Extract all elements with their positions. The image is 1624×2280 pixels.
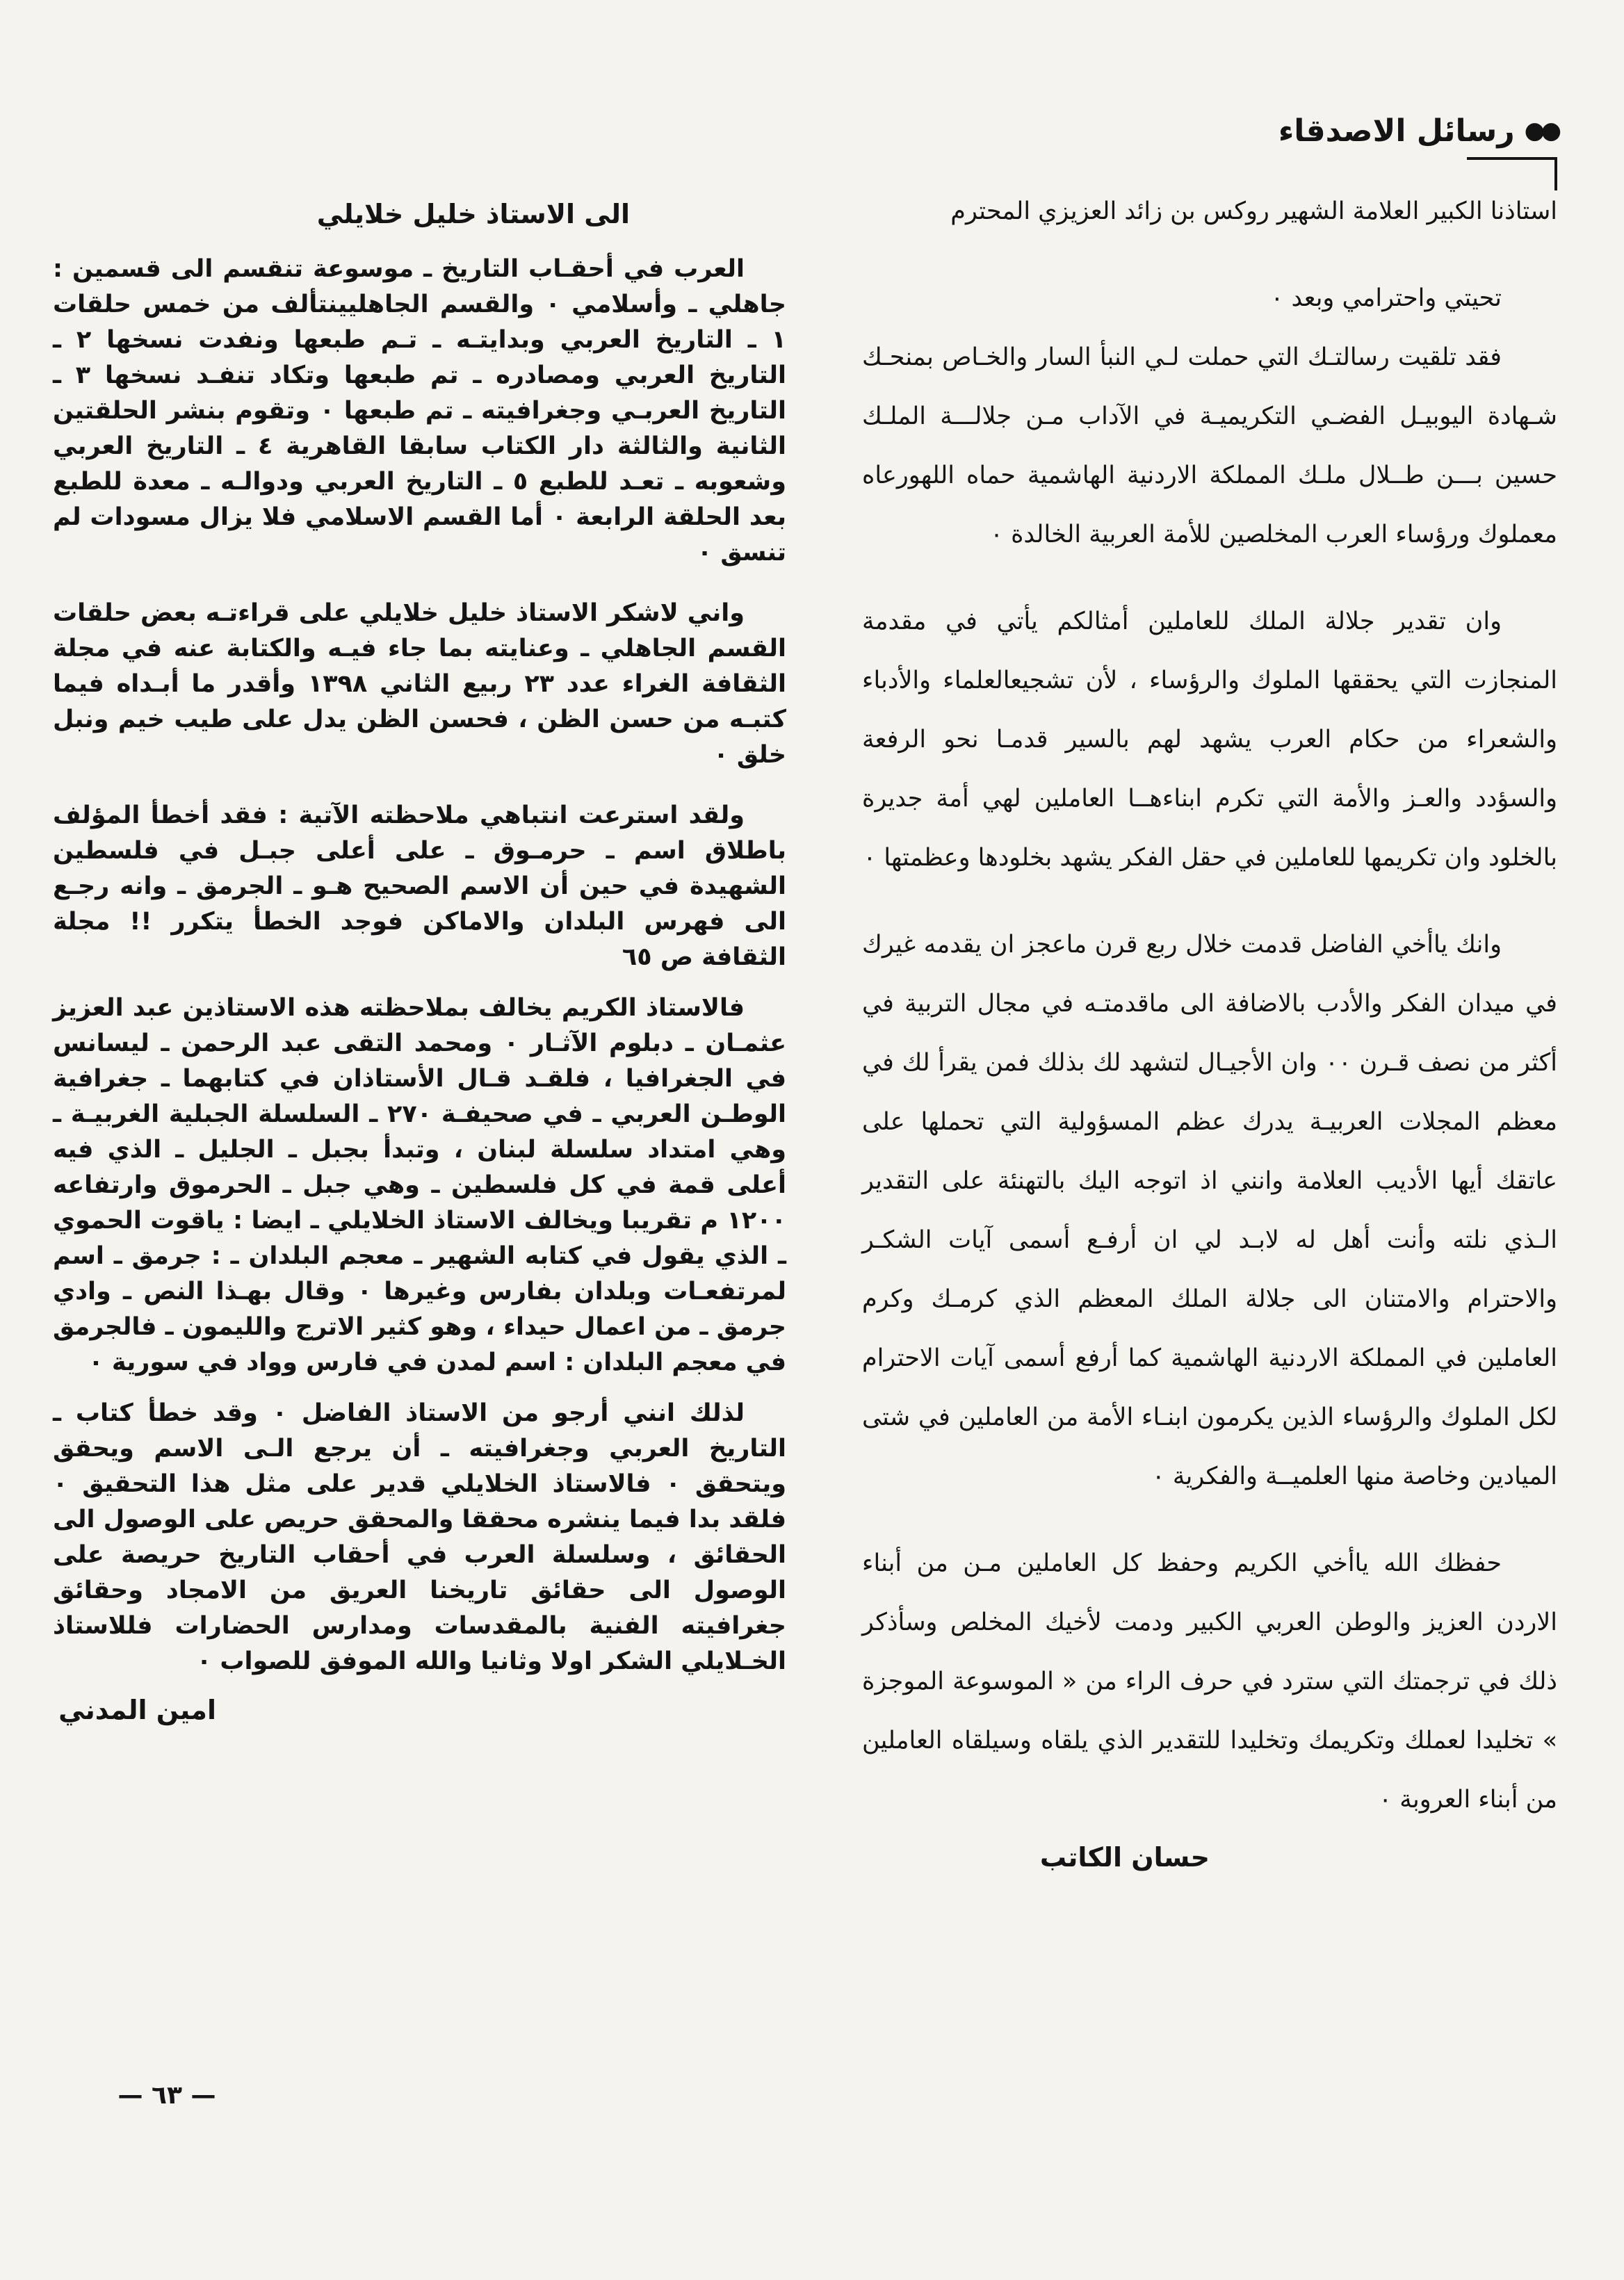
section-title: رسائل الاصدقاء xyxy=(1278,113,1515,149)
left-letter-column xyxy=(53,182,786,1738)
right-letter-paragraph-3: وانك ياأخي الفاضل قدمت خلال ربع قرن ماعجز ان يقدمه غيرك في ميدان الفكر والأدب بالاضافة الى ماقدمتـه في مجال التربية في أكثر من نصف قـرن ٠٠ وان الأجيـال لتشهد لك بذلك فمن يقرأ لك في معظم المجلات العربيـة يدرك عظم المسؤولية التي تحملها على عاتقك أيها الأديب العلامة وانني اذ اتوجه اليك بالتهنئة على التقدير الـذي نلته وأنت أهل له لابـد لي ان أرفـع أسمى آيات الشكـر والاحترام والامتنان الى جلالة الملك المعظم الذي كرمـك وكرم العاملين في المملكة الاردنية الهاشمية كما أرفع أسمى آيات الاحترام لكل الملوك والرؤساء الذين يكرمون ابنـاء الأمة من العاملين في شتى الميادين وخاصة منها العلميــة والفكرية ٠ xyxy=(862,931,1558,1490)
left-letter-paragraph-1: العرب في أحقـاب التاريخ ـ موسوعة تنقسم الى قسمين : جاهلي ـ وأسلامي ٠ والقسم الجاهليينتألف من خمس حلقات ١ ـ التاريخ العربي وبدايتـه ـ تـم طبعها ونفدت نسخها ٢ ـ التاريخ العربي ومصادره ـ تم طبعها وتكاد تنفـد نسخها ٣ ـ التاريخ العربـي وجغرافيته ـ تم طبعها ٠ وتقوم بنشر الحلقتين الثانية والثالثة دار الكتاب سابقا القاهرية ٤ ـ التاريخ العربي وشعوبه ـ تعـد للطبع ٥ ـ التاريخ العربي ودوالـه ـ معدة للطبع بعد الحلقة الرابعة ٠ أما القسم الاسلامي فلا يزال مسودات لم تنسق ٠ xyxy=(53,255,786,567)
left-letter-paragraph-4: فالاستاذ الكريم يخالف بملاحظته هذه الاستاذين عبد العزيز عثمـان ـ دبلوم الآثـار ٠ ومحمد التقى عبد الرحمن ـ ليسانس في الجغرافيا ، فلقـد قـال الأستاذان في كتابهما ـ جغرافية الوطـن العربي ـ في صحيفـة ٢٧٠ ـ السلسلة الجبلية الغربيـة ـ وهي امتداد سلسلة لبنان ، وتبدأ بجبل ـ الجليل ـ الذي فيه أعلى قمة في كل فلسطين ـ وهي جبل ـ الحرموق وارتفاعه ١٢٠٠ م تقريبا ويخالف الاستاذ الخلايلي ـ ايضا : ياقوت الحموي ـ الذي يقول في كتابه الشهير ـ معجم البلدان ـ : جرمق ـ اسم لمرتفعـات وبلدان بفارس وغيرها ٠ وقال بهـذا النص ـ وادي جرمق ـ من اعمال حيداء ، وهو كثير الاترج والليمون ـ فالجرمق في معجم البلدان : اسم لمدن في فارس وواد في سورية ٠ xyxy=(53,994,786,1376)
right-letter-paragraph-4: حفظك الله ياأخي الكريم وحفظ كل العاملين مـن من أبناء الاردن العزيز والوطن العربي الكبير ودمت لأخيك المخلص وسأذكر ذلك في ترجمتك التي سترد في حرف الراء من « الموسوعة الموجزة » تخليدا لعملك وتكريمك وتخليدا للتقدير الذي يلقاه وسيلقاه العاملين من أبناء العروبة ٠ xyxy=(862,1549,1557,1814)
section-header xyxy=(1210,104,1557,157)
left-letter-paragraph-3: ولقد استرعت انتباهي ملاحظته الآتية : فقد أخطأ المؤلف باطلاق اسم ـ حرمـوق ـ على أعلى جبـل في فلسطين الشهيدة في حين أن الاسم الصحيح هـو ـ الجرمق ـ وانه رجـع الى فهرس البلدان والاماكن فوجد الخطأ يتكرر !! مجلة الثقافة ص ٦٥ xyxy=(53,801,786,971)
section-bullets-icon: ●● xyxy=(1524,117,1557,145)
right-letter-paragraph-1: فقد تلقيت رسالتـك التي حملت لـي النبأ السار والخـاص بمنحـك شـهادة اليوبيـل الفضـي التكريميـة في الآداب مـن جلالـــة الملـك حسين بـــن طــلال ملـك المملكة الاردنية الهاشمية حماه اللهورعاه معملوك ورؤساء العرب المخلصين للأمة العربية الخالدة ٠ xyxy=(862,343,1557,548)
left-letter-heading: الى الاستاذ خليل خلايلي xyxy=(316,199,630,229)
left-letter-signature: امين المدني xyxy=(58,1695,216,1725)
right-letter-column xyxy=(862,182,1557,1885)
right-letter-signature: حسان الكاتب xyxy=(1039,1842,1210,1873)
right-letter-greeting: تحيتي واحترامي وبعد ٠ xyxy=(1270,284,1502,312)
right-letter-paragraph-2: وان تقدير جلالة الملك للعاملين أمثالكم يأتي في مقدمة المنجازت التي يحققها الملوك والرؤساء ، لأن تشجيعالعلماء والأدباء والشعراء من حكام العرب يشهد لهم بالسير قدمـا نحو الرفعة والسؤدد والعـز والأمة التي تكرم ابناءهــا العاملين لهي أمة جديرة بالخلود وان تكريمها للعاملين في حقل الفكر يشهد بخلودها وعظمتها ٠ xyxy=(862,608,1557,872)
section-underline xyxy=(1467,157,1557,160)
left-letter-paragraph-2: واني لاشكر الاستاذ خليل خلايلي على قراءتـه بعض حلقات القسم الجاهلي ـ وعنايته بما جاء فيـه والكتابة عنه في مجلة الثقافة الغراء عدد ٢٣ ربيع الثاني ١٣٩٨ وأقدر ما أبـداه فيما كتبـه من حسن الظن ، فحسن الظن يدل على طيب خيم ونبل خلق ٠ xyxy=(53,599,786,769)
page-number: — ٦٣ — xyxy=(117,2081,216,2110)
left-letter-paragraph-5: لذلك انني أرجو من الاستاذ الفاضل ٠ وقد خطأ كتاب ـ التاريخ العربي وجغرافيته ـ أن يرجع الـى الاسم ويحقق ويتحقق ٠ فالاستاذ الخلايلي قدير على مثل هذا التحقيق ٠ فلقد بدا فيما ينشره محققا والمحقق حريص على الوصول الى الحقائق ، وسلسلة العرب في أحقاب التاريخ حريصة على الوصول الى حقائق تاريخنا العريق من الامجاد وحقائق جغرافيته الفنية بالمقدسات ومدارس الحضارات فللاستاذ الخـلايلي الشكر اولا وثانيا والله الموفق للصواب ٠ xyxy=(53,1399,786,1675)
right-letter-salutation: استاذنا الكبير العلامة الشهير روكس بن زائد العزيزي المحترم xyxy=(950,197,1557,225)
